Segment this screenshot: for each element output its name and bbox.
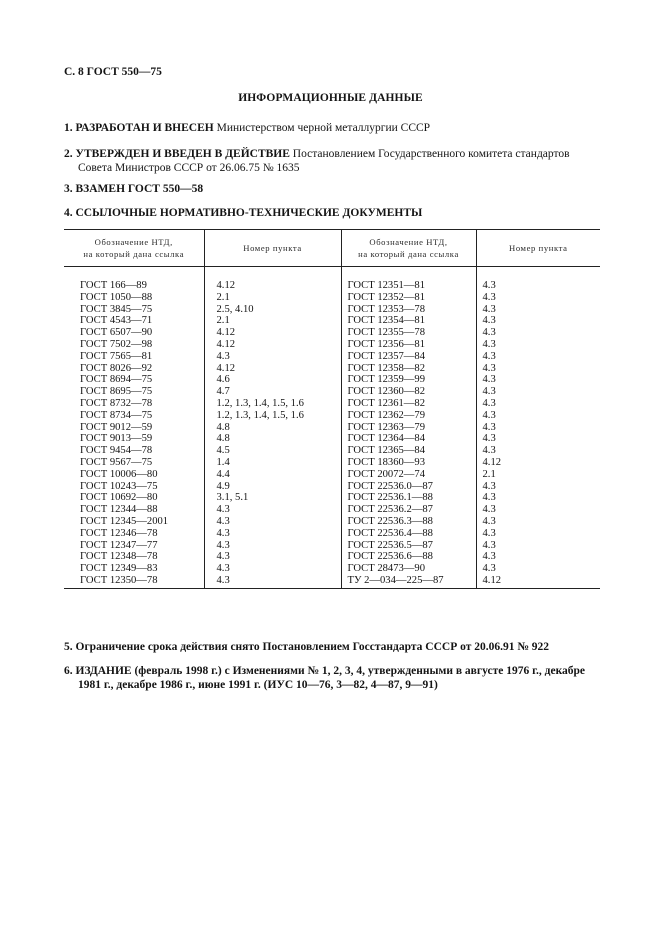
cell-doc-left: ГОСТ 8694—75 (64, 374, 204, 386)
item-5-heading: 5. Ограничение срока действия снято Постановлением Госстандарта СССР от 20.06.91 № 922 (64, 641, 550, 653)
cell-clause-left: 4.3 (204, 516, 341, 528)
item-2-heading: 2. УТВЕРЖДЕН И ВВЕДЕН В ДЕЙСТВИЕ (64, 148, 290, 160)
cell-clause-right: 4.3 (482, 386, 496, 398)
cell-clause-right: 4.3 (482, 563, 496, 575)
cell-doc-left: ГОСТ 12347—77 (64, 540, 204, 552)
cell-doc-left: ГОСТ 9012—59 (64, 422, 204, 434)
cell-clause-left: 4.12 (204, 267, 341, 292)
table-row (64, 410, 600, 422)
cell-doc-right: ГОСТ 18360—93 (341, 457, 476, 469)
cell-doc-left: ГОСТ 7565—81 (64, 351, 204, 363)
table-row (64, 563, 600, 575)
cell-clause-left: 4.6 (204, 374, 341, 386)
cell-clause-left: 4.12 (204, 363, 341, 375)
cell-doc-left: ГОСТ 12348—78 (64, 551, 204, 563)
cell-doc-left: ГОСТ 10243—75 (64, 481, 204, 493)
cell-doc-right: ГОСТ 12353—78 (341, 304, 476, 316)
table-row (64, 551, 600, 563)
table-row (64, 267, 600, 292)
cell-clause-left: 2.5, 4.10 (204, 304, 341, 316)
table-header-row (64, 230, 600, 267)
table-row (64, 492, 600, 504)
table-row (64, 469, 600, 481)
cell-clause-left: 4.3 (204, 551, 341, 563)
cell-clause-left: 2.1 (204, 292, 341, 304)
item-3-heading: 3. ВЗАМЕН ГОСТ 550—58 (64, 183, 204, 195)
cell-doc-right: ГОСТ 12360—82 (341, 386, 476, 398)
table-row (64, 516, 600, 528)
item-6-text: (февраль 1998 г.) с Изменениями № 1, 2, 3, 4, утвержденными в августе 1976 г., декабре (131, 665, 586, 677)
cell-clause-left: 4.3 (204, 351, 341, 363)
cell-clause-right: 2.1 (482, 468, 496, 480)
cell-clause-right: 4.3 (482, 291, 496, 303)
cell-doc-left: ГОСТ 8734—75 (64, 410, 204, 422)
cell-doc-left: ГОСТ 6507—90 (64, 327, 204, 339)
cell-doc-right: ГОСТ 22536.0—87 (341, 481, 476, 493)
cell-clause-left: 4.4 (204, 469, 341, 481)
cell-clause-right: 4.3 (482, 515, 496, 527)
table-row (64, 304, 600, 316)
cell-doc-left: ГОСТ 10006—80 (64, 469, 204, 481)
reference-documents-table (64, 229, 600, 589)
cell-clause-right: 4.12 (482, 456, 502, 468)
item-2-text: Постановлением Государственного комитета стандартов (289, 148, 570, 160)
header-doc-left (64, 230, 204, 267)
cell-doc-right: ГОСТ 22536.6—88 (341, 551, 476, 563)
cell-doc-right: ГОСТ 12362—79 (341, 410, 476, 422)
cell-doc-left: ГОСТ 12345—2001 (64, 516, 204, 528)
cell-clause-right: 4.3 (482, 374, 496, 386)
cell-doc-left: ГОСТ 8026—92 (64, 363, 204, 375)
cell-clause-left: 4.3 (204, 540, 341, 552)
cell-doc-right: ГОСТ 22536.3—88 (341, 516, 476, 528)
cell-clause-right: 4.3 (482, 397, 496, 409)
table-row (64, 540, 600, 552)
header-doc-right (341, 230, 476, 267)
table-row (64, 504, 600, 516)
cell-clause-right: 4.3 (482, 362, 496, 374)
page-title: ИНФОРМАЦИОННЫЕ ДАННЫЕ (238, 92, 423, 104)
cell-doc-right: ГОСТ 20072—74 (341, 469, 476, 481)
running-head: С. 8 ГОСТ 550—75 (64, 66, 162, 78)
item-3 (64, 182, 604, 196)
cell-clause-left: 1.4 (204, 457, 341, 469)
cell-doc-left: ГОСТ 12344—88 (64, 504, 204, 516)
cell-clause-left: 3.1, 5.1 (204, 492, 341, 504)
cell-clause-left: 4.8 (204, 433, 341, 445)
cell-doc-left: ГОСТ 166—89 (64, 267, 204, 292)
table-row (64, 315, 600, 327)
table-row (64, 363, 600, 375)
header-doc-left-line2: на который дана ссылка (83, 249, 185, 259)
cell-clause-left: 4.8 (204, 422, 341, 434)
cell-doc-right: ГОСТ 12361—82 (341, 398, 476, 410)
cell-clause-right: 4.3 (482, 480, 496, 492)
cell-doc-right: ТУ 2—034—225—87 (341, 575, 476, 588)
cell-doc-right: ГОСТ 22536.4—88 (341, 528, 476, 540)
header-doc-right-line2: на который дана ссылка (358, 249, 459, 259)
table-row (64, 433, 600, 445)
cell-clause-right: 4.3 (482, 492, 496, 504)
table-row (64, 327, 600, 339)
cell-clause-left: 4.7 (204, 386, 341, 398)
cell-clause-right: 4.3 (482, 303, 496, 315)
cell-doc-left: ГОСТ 4543—71 (64, 315, 204, 327)
cell-doc-right: ГОСТ 12359—99 (341, 374, 476, 386)
cell-clause-left: 2.1 (204, 315, 341, 327)
cell-clause-right: 4.3 (482, 338, 496, 350)
cell-clause-right: 4.3 (482, 445, 496, 457)
cell-doc-left: ГОСТ 3845—75 (64, 304, 204, 316)
cell-doc-left: ГОСТ 8732—78 (64, 398, 204, 410)
item-6-heading: 6. ИЗДАНИЕ (64, 665, 132, 677)
item-1-heading: 1. РАЗРАБОТАН И ВНЕСЕН (64, 122, 214, 134)
cell-clause-left: 1.2, 1.3, 1.4, 1.5, 1.6 (204, 398, 341, 410)
cell-doc-right: ГОСТ 12351—81 (341, 267, 476, 292)
cell-clause-right: 4.3 (482, 433, 496, 445)
header-doc-left-line1: Обозначение НТД, (94, 237, 173, 247)
cell-clause-right: 4.3 (482, 527, 496, 539)
cell-clause-right: 4.12 (476, 575, 600, 588)
cell-clause-left: 4.3 (204, 528, 341, 540)
header-clause-left: Номер пункта (204, 230, 341, 267)
cell-clause-left: 4.5 (204, 445, 341, 457)
cell-doc-right: ГОСТ 22536.1—88 (341, 492, 476, 504)
cell-doc-right: ГОСТ 12354—81 (341, 315, 476, 327)
item-6-continuation: 1981 г., декабре 1986 г., июне 1991 г. (ИУС 10—76, 3—82, 4—87, 9—91) (78, 679, 438, 691)
item-1-text: Министерством черной металлургии СССР (213, 122, 431, 134)
cell-clause-right: 4.3 (482, 409, 496, 421)
cell-doc-left: ГОСТ 9454—78 (64, 445, 204, 457)
table-body (64, 267, 600, 589)
cell-doc-right: ГОСТ 12358—82 (341, 363, 476, 375)
cell-doc-left: ГОСТ 10692—80 (64, 492, 204, 504)
cell-clause-left: 4.12 (204, 339, 341, 351)
cell-doc-right: ГОСТ 28473—90 (341, 563, 476, 575)
table-row (64, 422, 600, 434)
table-row (64, 351, 600, 363)
cell-clause-right: 4.3 (482, 315, 496, 327)
cell-doc-left: ГОСТ 12346—78 (64, 528, 204, 540)
cell-clause-left: 4.9 (204, 481, 341, 493)
item-2 (64, 147, 604, 175)
item-5 (64, 640, 604, 654)
table-row (64, 339, 600, 351)
cell-clause-left: 4.12 (204, 327, 341, 339)
cell-clause-left: 4.3 (204, 563, 341, 575)
table-row (64, 292, 600, 304)
item-1 (64, 121, 604, 135)
cell-doc-right: ГОСТ 12363—79 (341, 422, 476, 434)
cell-doc-right: ГОСТ 22536.5—87 (341, 540, 476, 552)
cell-doc-left: ГОСТ 7502—98 (64, 339, 204, 351)
cell-doc-left: ГОСТ 12350—78 (64, 575, 204, 588)
cell-clause-left: 1.2, 1.3, 1.4, 1.5, 1.6 (204, 410, 341, 422)
table-row (64, 528, 600, 540)
item-4 (64, 206, 604, 220)
cell-clause-right: 4.3 (482, 350, 496, 362)
cell-clause-right: 4.3 (482, 504, 496, 516)
table-row (64, 374, 600, 386)
cell-clause-right: 4.3 (482, 539, 496, 551)
cell-doc-right: ГОСТ 12355—78 (341, 327, 476, 339)
cell-doc-right: ГОСТ 22536.2—87 (341, 504, 476, 516)
table-row (64, 445, 600, 457)
cell-clause-right: 4.3 (482, 421, 496, 433)
cell-doc-right: ГОСТ 12356—81 (341, 339, 476, 351)
cell-clause-left: 4.3 (204, 575, 341, 588)
cell-doc-right: ГОСТ 12364—84 (341, 433, 476, 445)
table-row (64, 481, 600, 493)
item-4-heading: 4. ССЫЛОЧНЫЕ НОРМАТИВНО-ТЕХНИЧЕСКИЕ ДОКУМЕНТЫ (64, 207, 423, 219)
item-6 (64, 664, 604, 692)
cell-doc-left: ГОСТ 9567—75 (64, 457, 204, 469)
table-row (64, 398, 600, 410)
cell-clause-right: 4.3 (482, 551, 496, 563)
cell-clause-right: 4.3 (482, 327, 496, 339)
cell-clause-right: 4.3 (482, 280, 496, 291)
cell-doc-right: ГОСТ 12357—84 (341, 351, 476, 363)
header-doc-right-line1: Обозначение НТД, (369, 237, 448, 247)
cell-doc-left: ГОСТ 12349—83 (64, 563, 204, 575)
item-2-continuation: Совета Министров СССР от 26.06.75 № 1635 (78, 162, 300, 174)
cell-doc-left: ГОСТ 9013—59 (64, 433, 204, 445)
cell-clause-left: 4.3 (204, 504, 341, 516)
cell-doc-right: ГОСТ 12352—81 (341, 292, 476, 304)
table-row (64, 457, 600, 469)
table-row (64, 386, 600, 398)
cell-doc-left: ГОСТ 8695—75 (64, 386, 204, 398)
cell-doc-left: ГОСТ 1050—88 (64, 292, 204, 304)
header-clause-right: Номер пункта (476, 230, 600, 267)
cell-doc-right: ГОСТ 12365—84 (341, 445, 476, 457)
table-row (64, 575, 600, 588)
